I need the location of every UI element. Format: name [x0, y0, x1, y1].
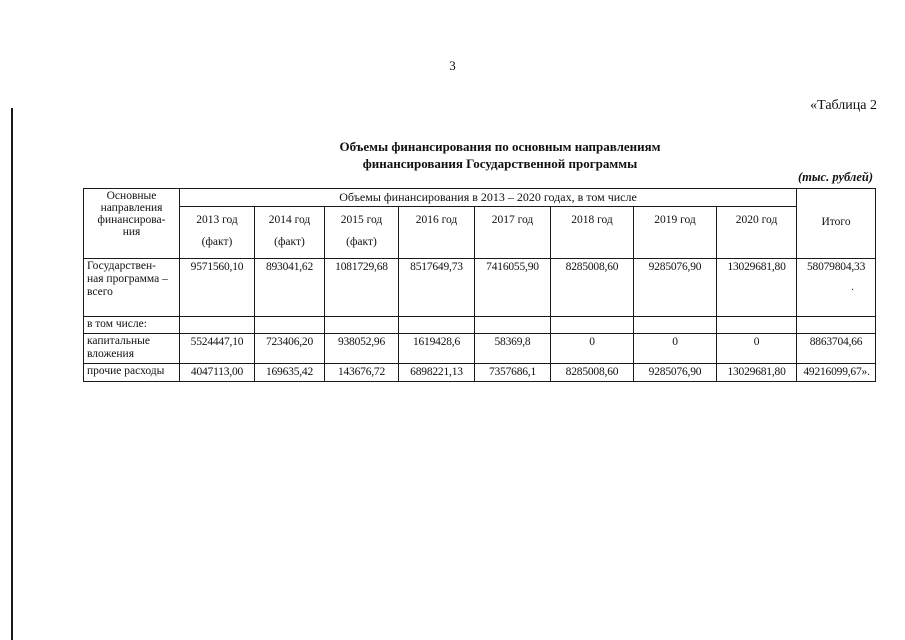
title-line-1: Объемы финансирования по основным направлениям [339, 139, 661, 154]
year-header-cell [551, 207, 634, 259]
value-cell [797, 317, 876, 334]
row-label-line: прочие расходы [87, 365, 165, 377]
year-header-cell [717, 207, 797, 259]
row-label-line: ная программа – [87, 273, 168, 285]
year-label: 2015 год [340, 214, 383, 226]
financing-table [83, 188, 876, 382]
value-cell: 0 [634, 334, 717, 364]
value-cell: 5524447,10 [180, 334, 255, 364]
scan-speck: · [850, 285, 855, 296]
year-label: 2018 год [571, 214, 613, 226]
row-header-cell [84, 189, 180, 259]
value-cell: 8517649,73 [399, 259, 475, 317]
main-header-cell: Объемы финансирования в 2013 – 2020 годах, в том числе [180, 189, 797, 207]
year-header-cell [180, 207, 255, 259]
row-label-line: капитальные [87, 335, 151, 347]
year-label: 2014 год [268, 214, 311, 226]
total-header-cell: Итого [797, 189, 876, 259]
year-header-cell [634, 207, 717, 259]
value-cell: 893041,62 [255, 259, 325, 317]
header-row-main [84, 189, 876, 207]
value-cell: 938052,96 [325, 334, 399, 364]
table-row [84, 317, 876, 334]
table-row [84, 334, 876, 364]
scan-edge-line [11, 108, 13, 640]
value-cell: 49216099,67». [797, 364, 876, 382]
value-cell [180, 317, 255, 334]
value-cell: 169635,42 [255, 364, 325, 382]
value-cell: 13029681,80 [717, 364, 797, 382]
value-cell [325, 317, 399, 334]
value-cell: 1619428,6 [399, 334, 475, 364]
year-note: (факт) [274, 236, 305, 248]
row-header-line: ния [122, 226, 141, 238]
year-label: 2019 год [654, 214, 696, 226]
value-cell: 9571560,10 [180, 259, 255, 317]
value-cell [475, 317, 551, 334]
value-cell: 9285076,90 [634, 259, 717, 317]
value-cell: 8285008,60 [551, 364, 634, 382]
table-row [84, 364, 876, 382]
year-header-cell [255, 207, 325, 259]
value-cell [717, 317, 797, 334]
units-label: (тыс. рублей) [798, 170, 873, 184]
value-cell: 0 [717, 334, 797, 364]
value-cell [399, 317, 475, 334]
year-label: 2016 год [415, 214, 458, 226]
title-line-2: финансирования Государственной программы [362, 156, 638, 171]
row-label-line: всего [87, 286, 113, 298]
row-label-line: вложения [87, 348, 134, 360]
value-cell: 1081729,68 [325, 259, 399, 317]
value-cell: 4047113,00 [180, 364, 255, 382]
year-note: (факт) [201, 236, 233, 248]
total-value: 58079804,33 [806, 261, 866, 273]
value-cell: 723406,20 [255, 334, 325, 364]
table-row [84, 259, 876, 317]
row-label-cell [84, 259, 180, 317]
document-title [230, 138, 770, 172]
value-cell [551, 317, 634, 334]
year-label: 2013 год [196, 214, 238, 226]
row-label-line: Государствен- [87, 260, 156, 272]
row-label-cell [84, 334, 180, 364]
year-header-cell [475, 207, 551, 259]
year-header-cell [325, 207, 399, 259]
value-cell: 58369,8 [475, 334, 551, 364]
value-cell: 6898221,13 [399, 364, 475, 382]
row-label-cell [84, 317, 180, 334]
value-cell [634, 317, 717, 334]
row-header-line: Основные [106, 190, 157, 202]
value-cell: 7416055,90 [475, 259, 551, 317]
row-label-cell [84, 364, 180, 382]
table-label: «Таблица 2 [810, 98, 877, 113]
page-number: 3 [449, 58, 456, 73]
value-cell: 143676,72 [325, 364, 399, 382]
year-label: 2017 год [491, 214, 534, 226]
value-cell [255, 317, 325, 334]
year-header-cell [399, 207, 475, 259]
value-cell: 8863704,66 [797, 334, 876, 364]
total-value-cell [797, 259, 876, 317]
row-header-line: финансирова- [97, 214, 166, 226]
year-label: 2020 год [735, 214, 778, 226]
header-row-years [84, 207, 876, 259]
value-cell: 7357686,1 [475, 364, 551, 382]
value-cell: 8285008,60 [551, 259, 634, 317]
value-cell: 9285076,90 [634, 364, 717, 382]
value-cell: 0 [551, 334, 634, 364]
row-header-line: направления [100, 202, 163, 214]
row-label-line: в том числе: [87, 318, 147, 330]
value-cell: 13029681,80 [717, 259, 797, 317]
year-note: (факт) [346, 236, 377, 248]
